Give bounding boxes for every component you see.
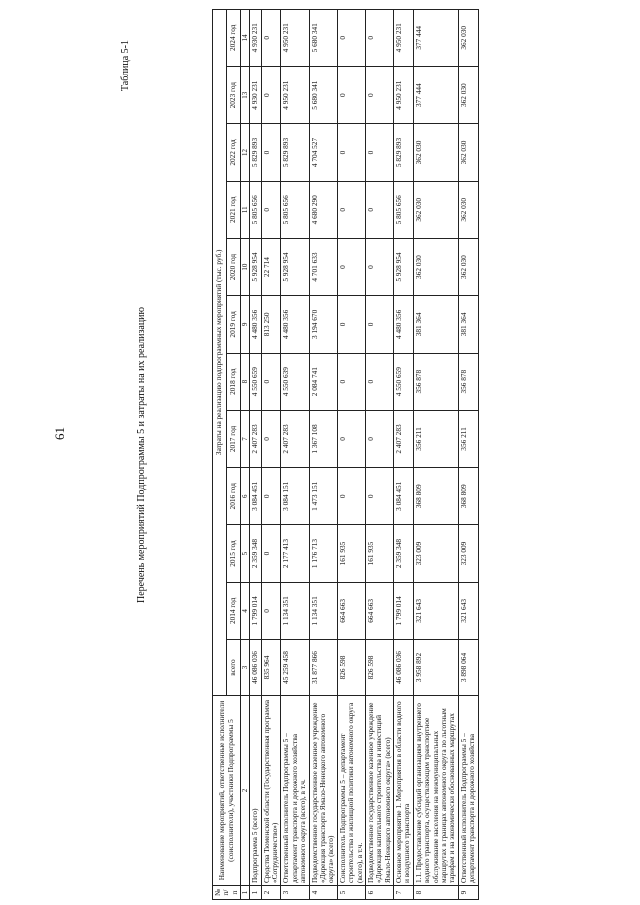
cost-cell: 4 930 231 xyxy=(250,9,261,66)
cost-cell: 0 xyxy=(365,124,393,181)
cost-cell: 0 xyxy=(261,9,281,66)
cost-cell: 826 598 xyxy=(365,640,393,696)
cost-cell: 2 177 413 xyxy=(281,525,309,582)
cost-cell: 0 xyxy=(261,353,281,410)
cost-cell: 362 030 xyxy=(458,124,478,181)
column-number: 8 xyxy=(241,353,250,410)
cost-cell: 46 086 036 xyxy=(394,640,414,696)
cost-cell: 1 134 351 xyxy=(281,582,309,639)
table-row xyxy=(394,9,414,899)
column-number: 5 xyxy=(241,525,250,582)
column-number: 7 xyxy=(241,410,250,467)
cost-cell: 4 550 639 xyxy=(281,353,309,410)
cost-cell: 4 950 231 xyxy=(394,67,414,124)
header-year: 2022 год xyxy=(227,124,241,181)
cost-cell: 323 009 xyxy=(458,525,478,582)
cost-cell: 5 805 656 xyxy=(394,181,414,238)
cost-cell: 356 878 xyxy=(458,353,478,410)
header-year: 2019 год xyxy=(227,296,241,353)
cost-cell: 4 550 659 xyxy=(394,353,414,410)
cost-cell: 31 877 866 xyxy=(309,640,337,696)
cost-cell: 321 643 xyxy=(413,582,458,639)
column-number: 4 xyxy=(241,582,250,639)
table-row xyxy=(337,9,365,899)
column-number-row xyxy=(241,9,250,899)
row-number: 7 xyxy=(394,886,414,900)
cost-cell: 5 829 893 xyxy=(250,124,261,181)
row-number: 6 xyxy=(365,886,393,900)
cost-cell: 45 259 458 xyxy=(281,640,309,696)
row-name: Ответственный исполнитель Подпрограммы 5 – департамент транспорта и дорожного хозяйства автономного округа (всего), в т.ч. xyxy=(281,696,309,886)
cost-cell: 0 xyxy=(365,296,393,353)
cost-cell: 0 xyxy=(365,9,393,66)
row-name: 1.1. Предоставление субсидий организациям внутреннего водного транспорта, осуществляющим транспортное обслуживание населения на межмуниципальных маршрутах в границах автономного округа по льготным тарифам и на экономически обоснованных маршрутах xyxy=(413,696,458,886)
row-number: 3 xyxy=(281,886,309,900)
cost-cell: 5 680 341 xyxy=(309,9,337,66)
cost-cell: 356 878 xyxy=(413,353,458,410)
cost-cell: 5 680 341 xyxy=(309,67,337,124)
cost-cell: 4 701 633 xyxy=(309,238,337,295)
column-number: 1 xyxy=(241,886,250,900)
column-number: 6 xyxy=(241,468,250,525)
cost-cell: 5 805 656 xyxy=(281,181,309,238)
cost-cell: 1 473 151 xyxy=(309,468,337,525)
header-year: 2020 год xyxy=(227,238,241,295)
table-row xyxy=(250,9,261,899)
header-year: 2018 год xyxy=(227,353,241,410)
table-row xyxy=(261,9,281,899)
cost-cell: 3 898 064 xyxy=(458,640,478,696)
cost-cell: 0 xyxy=(261,468,281,525)
cost-cell: 2 407 283 xyxy=(394,410,414,467)
column-number: 11 xyxy=(241,181,250,238)
header-year: 2014 год xyxy=(227,582,241,639)
cost-cell: 0 xyxy=(261,525,281,582)
cost-cell: 5 829 893 xyxy=(281,124,309,181)
cost-cell: 4 550 659 xyxy=(250,353,261,410)
cost-cell: 1 134 351 xyxy=(309,582,337,639)
rotated-document-page xyxy=(120,10,620,900)
cost-cell: 0 xyxy=(337,181,365,238)
cost-cell: 664 663 xyxy=(365,582,393,639)
row-number: 2 xyxy=(261,886,281,900)
header-total: всего xyxy=(227,640,241,696)
cost-cell: 362 030 xyxy=(413,181,458,238)
cost-cell: 4 480 356 xyxy=(394,296,414,353)
cost-cell: 377 444 xyxy=(413,9,458,66)
cost-cell: 664 663 xyxy=(337,582,365,639)
cost-cell: 356 211 xyxy=(458,410,478,467)
header-year: 2024 год xyxy=(227,9,241,66)
cost-cell: 377 444 xyxy=(413,67,458,124)
cost-cell: 321 643 xyxy=(458,582,478,639)
column-number: 3 xyxy=(241,640,250,696)
column-number: 2 xyxy=(241,696,250,886)
header-name: Наименование мероприятий, ответственные исполнители (соисполнители), участники Подпрограммы 5 xyxy=(213,696,241,886)
cost-cell: 0 xyxy=(337,296,365,353)
cost-cell: 1 176 713 xyxy=(309,525,337,582)
cost-cell: 0 xyxy=(337,67,365,124)
cost-cell: 0 xyxy=(337,124,365,181)
cost-cell: 835 964 xyxy=(261,640,281,696)
header-year: 2021 год xyxy=(227,181,241,238)
header-year: 2017 год xyxy=(227,410,241,467)
header-costs-group: Затраты на реализацию подпрограммных мероприятий (тыс. руб.) xyxy=(213,9,227,695)
header-year: 2016 год xyxy=(227,468,241,525)
table-row xyxy=(458,9,478,899)
cost-cell: 5 928 954 xyxy=(281,238,309,295)
cost-cell: 0 xyxy=(365,410,393,467)
cost-cell: 323 009 xyxy=(413,525,458,582)
cost-cell: 2 407 283 xyxy=(250,410,261,467)
document-title: Перечень мероприятий Подпрограммы 5 и затраты на их реализацию xyxy=(136,306,147,604)
cost-cell: 0 xyxy=(365,468,393,525)
cost-cell: 2 359 348 xyxy=(394,525,414,582)
cost-cell: 368 809 xyxy=(458,468,478,525)
table-caption: Таблица 5-1 xyxy=(120,40,131,92)
cost-cell: 4 680 290 xyxy=(309,181,337,238)
header-year: 2015 год xyxy=(227,525,241,582)
cost-cell: 356 211 xyxy=(413,410,458,467)
cost-cell: 0 xyxy=(365,238,393,295)
header-year: 2023 год xyxy=(227,67,241,124)
cost-cell: 22 714 xyxy=(261,238,281,295)
cost-cell: 1 799 014 xyxy=(394,582,414,639)
column-number: 12 xyxy=(241,124,250,181)
table-row xyxy=(281,9,309,899)
table-row xyxy=(309,9,337,899)
cost-cell: 0 xyxy=(337,238,365,295)
cost-cell: 0 xyxy=(337,468,365,525)
column-number: 13 xyxy=(241,67,250,124)
cost-cell: 0 xyxy=(337,9,365,66)
row-number: 5 xyxy=(337,886,365,900)
column-number: 9 xyxy=(241,296,250,353)
cost-cell: 2 359 348 xyxy=(250,525,261,582)
row-name: Подпрограмма 5 (всего) xyxy=(250,696,261,886)
cost-cell: 4 704 527 xyxy=(309,124,337,181)
cost-cell: 3 084 451 xyxy=(394,468,414,525)
cost-cell: 362 030 xyxy=(458,238,478,295)
table-row xyxy=(413,9,458,899)
row-number: 4 xyxy=(309,886,337,900)
cost-cell: 0 xyxy=(337,410,365,467)
cost-cell: 161 935 xyxy=(365,525,393,582)
header-num: № п/п xyxy=(213,886,241,900)
column-number: 10 xyxy=(241,238,250,295)
cost-cell: 3 958 892 xyxy=(413,640,458,696)
cost-cell: 5 805 656 xyxy=(250,181,261,238)
cost-cell: 4 480 356 xyxy=(281,296,309,353)
cost-cell: 362 030 xyxy=(458,67,478,124)
measures-cost-table xyxy=(212,9,479,900)
cost-cell: 0 xyxy=(365,181,393,238)
cost-cell: 368 809 xyxy=(413,468,458,525)
cost-cell: 0 xyxy=(365,67,393,124)
cost-cell: 0 xyxy=(365,353,393,410)
cost-cell: 4 480 356 xyxy=(250,296,261,353)
cost-cell: 4 950 231 xyxy=(281,9,309,66)
cost-cell: 5 928 954 xyxy=(250,238,261,295)
cost-cell: 0 xyxy=(261,410,281,467)
page-number: 61 xyxy=(52,427,67,440)
cost-cell: 2 407 283 xyxy=(281,410,309,467)
cost-cell: 3 084 151 xyxy=(281,468,309,525)
row-name: Подведомственное государственное казенное учреждение «Дирекция транспорта Ямало-Ненецкого автономного округа» (всего) xyxy=(309,696,337,886)
cost-cell: 381 364 xyxy=(413,296,458,353)
column-number: 14 xyxy=(241,9,250,66)
row-name: Основное мероприятие 1. Мероприятия в области водного и воздушного транспорта xyxy=(394,696,414,886)
cost-cell: 362 030 xyxy=(458,181,478,238)
cost-cell: 362 030 xyxy=(458,9,478,66)
cost-cell: 362 030 xyxy=(413,238,458,295)
cost-cell: 813 250 xyxy=(261,296,281,353)
cost-cell: 5 829 893 xyxy=(394,124,414,181)
cost-cell: 0 xyxy=(337,353,365,410)
row-name: Подведомственное государственное казенное учреждение «Дирекция капитального строительства и инвестиций Ямало-Ненецкого автономного округа» (всего) xyxy=(365,696,393,886)
cost-cell: 46 086 036 xyxy=(250,640,261,696)
cost-cell: 362 030 xyxy=(413,124,458,181)
cost-cell: 0 xyxy=(261,582,281,639)
cost-cell: 4 930 231 xyxy=(250,67,261,124)
cost-cell: 4 950 231 xyxy=(394,9,414,66)
row-name: Средства Тюменской области (Государственная программа «Сотрудничество») xyxy=(261,696,281,886)
cost-cell: 826 598 xyxy=(337,640,365,696)
cost-cell: 381 364 xyxy=(458,296,478,353)
row-number: 9 xyxy=(458,886,478,900)
cost-cell: 3 194 670 xyxy=(309,296,337,353)
row-number: 1 xyxy=(250,886,261,900)
row-number: 8 xyxy=(413,886,458,900)
cost-cell: 0 xyxy=(261,124,281,181)
cost-cell: 0 xyxy=(261,181,281,238)
cost-cell: 5 928 954 xyxy=(394,238,414,295)
cost-cell: 0 xyxy=(261,67,281,124)
cost-cell: 161 935 xyxy=(337,525,365,582)
cost-cell: 3 084 451 xyxy=(250,468,261,525)
cost-cell: 4 950 231 xyxy=(281,67,309,124)
cost-cell: 1 367 108 xyxy=(309,410,337,467)
table-row xyxy=(365,9,393,899)
cost-cell: 1 799 014 xyxy=(250,582,261,639)
row-name: Соисполнитель Подпрограммы 5 – департамент строительства и жилищной политики автономного округа (всего), в т.ч. xyxy=(337,696,365,886)
cost-cell: 2 084 741 xyxy=(309,353,337,410)
row-name: Ответственный исполнитель Подпрограммы 5 – департамент транспорта и дорожного хозяйства xyxy=(458,696,478,886)
